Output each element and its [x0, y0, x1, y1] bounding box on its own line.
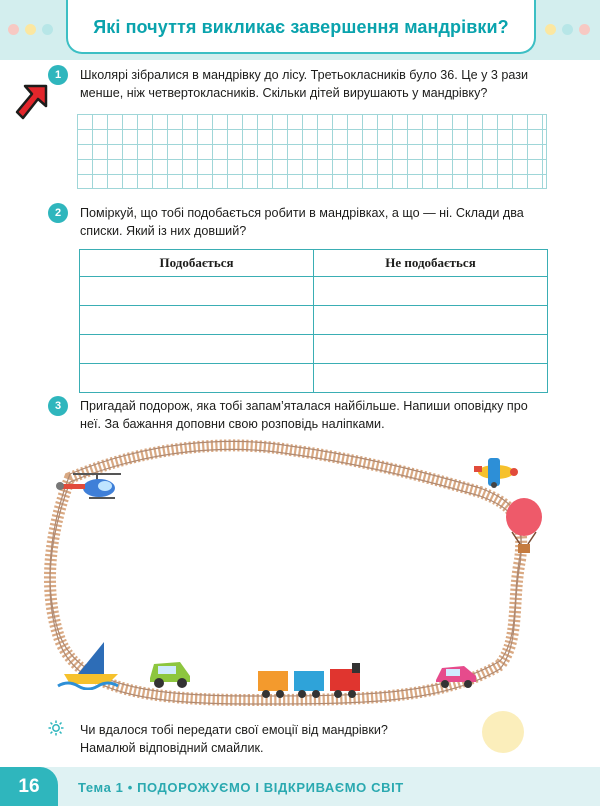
- helicopter-icon: [55, 468, 125, 510]
- smiley-drawing-area[interactable]: [482, 711, 524, 753]
- pink-car-icon: [434, 660, 480, 690]
- closing-text: Чи вдалося тобі передати свої емоції від мандрівки? Намалюй відповідний смайлик.: [80, 723, 388, 755]
- task-1-text: Школярі зібралися в мандрівку до лісу. Третьокласників було 36. Це у 3 рази менше, ніж четвертокласників. Скільки дітей вирушають у мандрівку?: [80, 68, 529, 100]
- dislikes-header: Не подобається: [314, 250, 548, 277]
- airplane-icon: [468, 452, 524, 492]
- topic-title: ПОДОРОЖУЄМО І ВІДКРИВАЄМО СВІТ: [137, 780, 404, 795]
- task-1-number: 1: [48, 65, 68, 85]
- train-icon: [256, 663, 376, 703]
- page-number: 16: [0, 767, 58, 806]
- topic-separator: •: [127, 780, 133, 795]
- hot-air-balloon-icon: [503, 498, 545, 560]
- task-2-number: 2: [48, 203, 68, 223]
- topic-prefix: Тема 1: [78, 780, 124, 795]
- likes-header: Подобається: [80, 250, 314, 277]
- task-3-number: 3: [48, 396, 68, 416]
- page-title: Які почуття викликає завершення мандрівки?: [93, 17, 509, 37]
- footer-topic: [78, 780, 404, 795]
- task-3-text: Пригадай подорож, яка тобі запам’яталася найбільше. Напиши оповідку про неї. За бажання доповни свою розповідь наліпками.: [80, 399, 528, 431]
- car-icon: [146, 656, 194, 690]
- sun-icon: [48, 720, 64, 736]
- task-2-text: Поміркуй, що тобі подобається робити в мандрівках, а що — ні. Склади два списки. Який із них довший?: [80, 206, 524, 238]
- sailboat-icon: [56, 640, 126, 690]
